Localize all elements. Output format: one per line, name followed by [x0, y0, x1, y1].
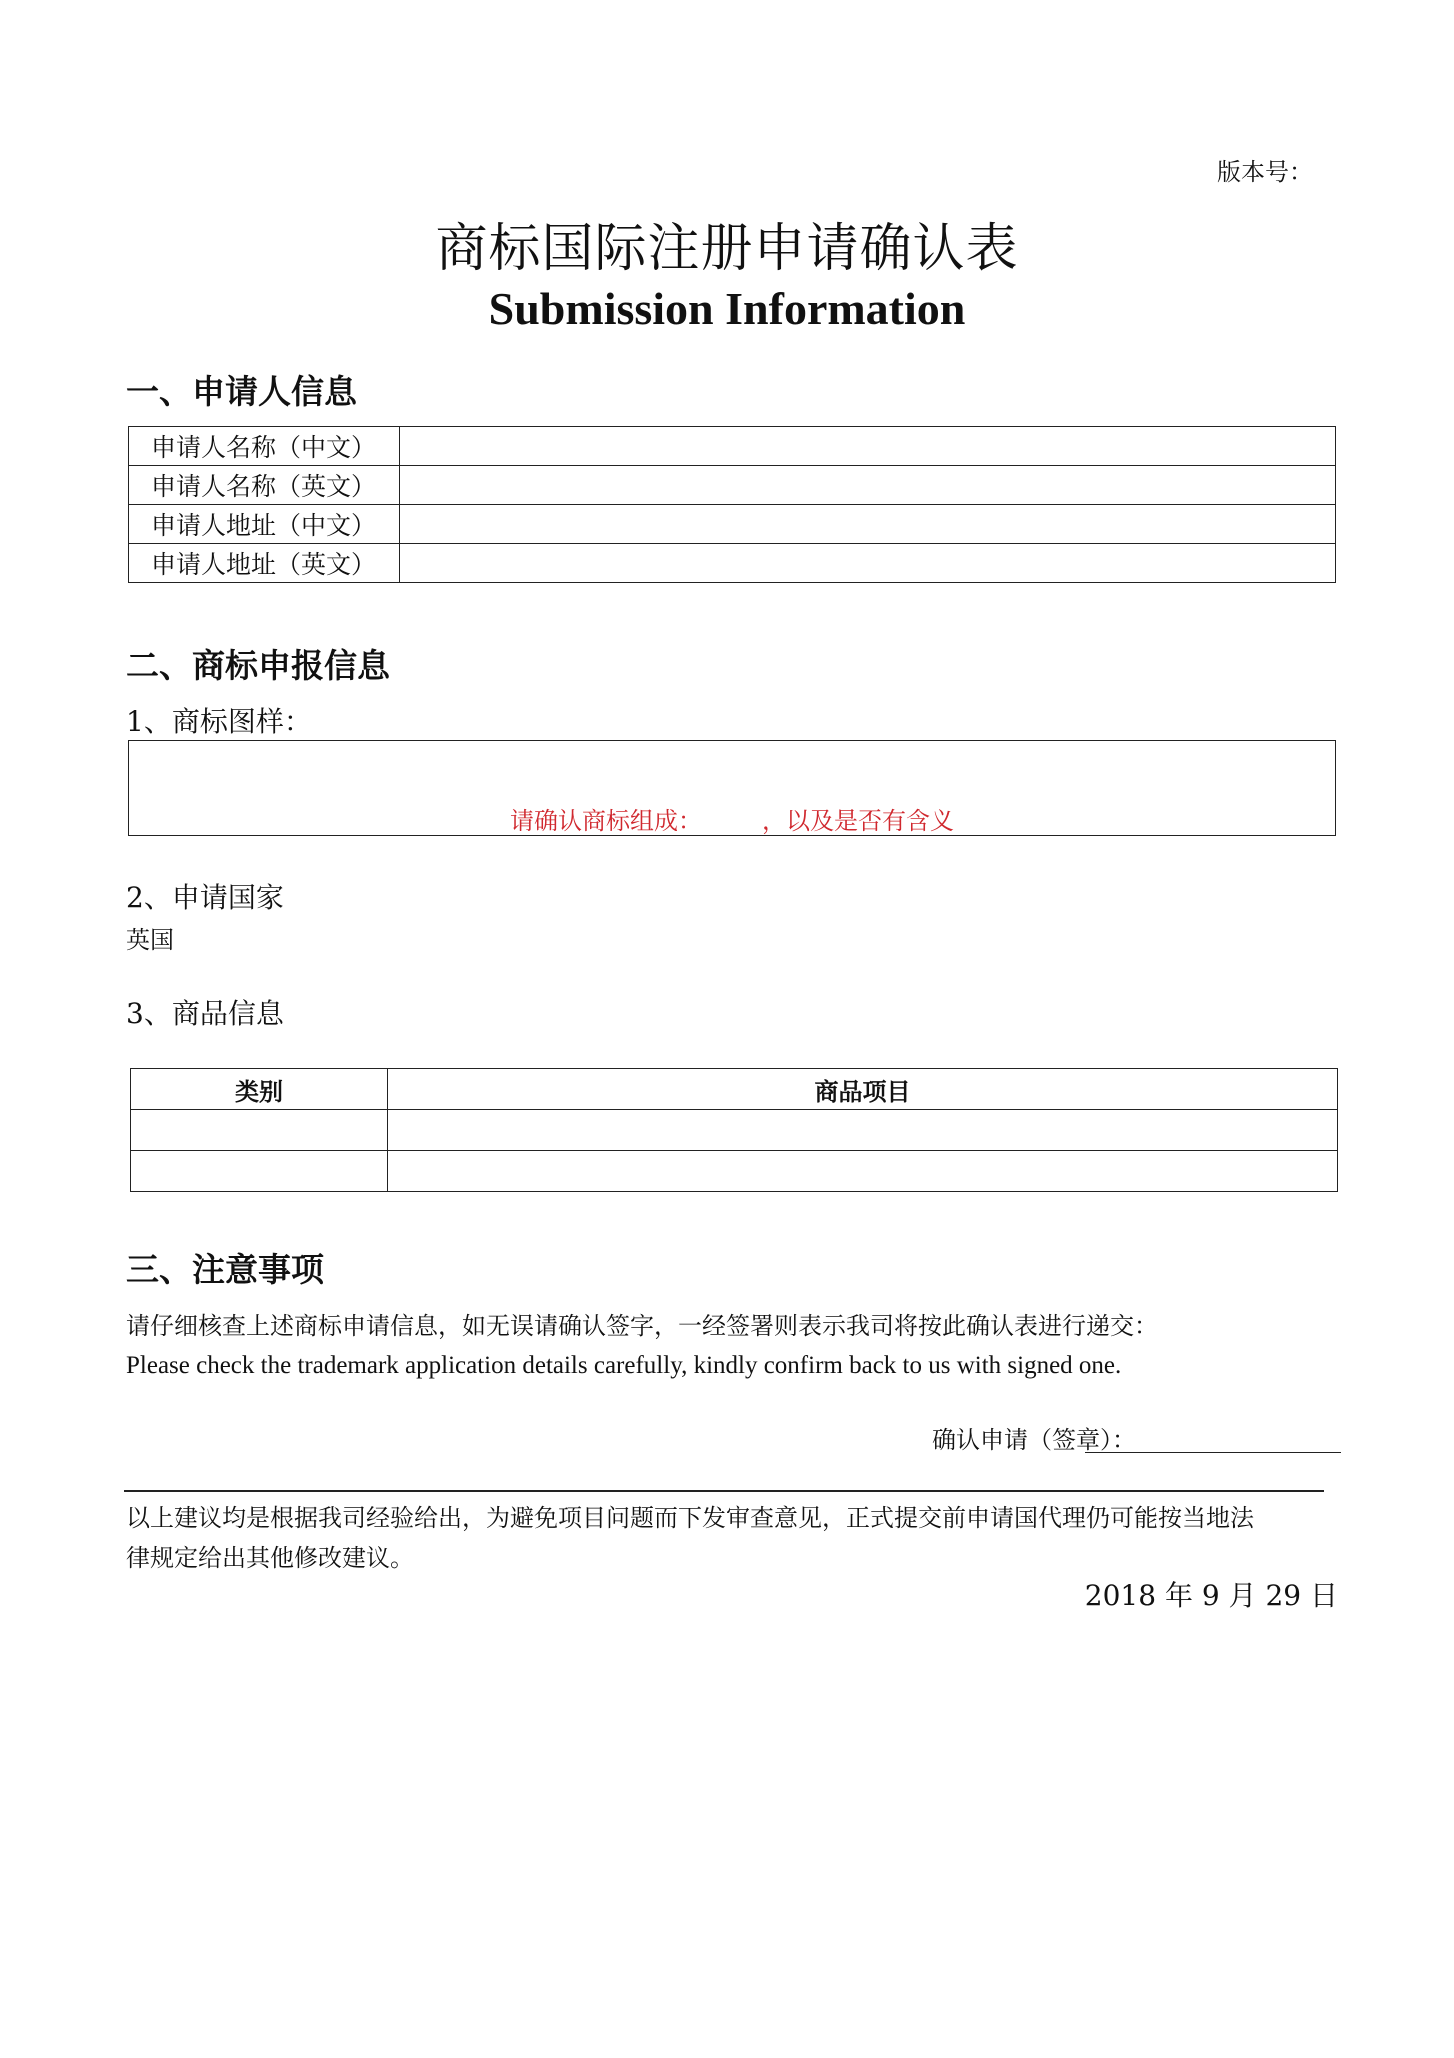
table-row — [129, 466, 1336, 505]
goods-items-cell[interactable] — [388, 1151, 1338, 1192]
title-english: Submission Information — [488, 283, 966, 334]
signature-line[interactable] — [1085, 1452, 1341, 1453]
goods-items-header: 商品项目 — [388, 1069, 1338, 1110]
trademark-sample-box — [128, 740, 1336, 836]
divider — [124, 1490, 1324, 1492]
applicant-name-zh-label: 申请人名称（中文） — [129, 427, 400, 466]
notice-text-en: Please check the trademark application details carefully, kindly confirm back to us with signed one. — [126, 1352, 1122, 1379]
version-label: 版本号： — [1217, 158, 1313, 186]
goods-items-cell[interactable] — [388, 1110, 1338, 1151]
goods-table — [130, 1068, 1338, 1192]
footnote-line1: 以上建议均是根据我司经验给出，为避免项目问题而下发审查意见，正式提交前申请国代理仍可能按当地法 — [126, 1504, 1254, 1532]
applicant-name-en-value[interactable] — [400, 466, 1336, 505]
class-cell[interactable] — [131, 1110, 388, 1151]
applicant-name-en-label: 申请人名称（英文） — [129, 466, 400, 505]
applicant-address-zh-label: 申请人地址（中文） — [129, 505, 400, 544]
section3-heading: 三、注意事项 — [126, 1250, 324, 1289]
date: 2018 年 9 月 29 日 — [1084, 1579, 1338, 1612]
footnote — [126, 1498, 1346, 1578]
applicant-address-en-label: 申请人地址（英文） — [129, 544, 400, 583]
applicant-address-zh-value[interactable] — [400, 505, 1336, 544]
trademark-confirm-note: 请确认商标组成： ，以及是否有含义 — [510, 807, 954, 835]
country-label: 2、申请国家 — [126, 881, 284, 914]
goods-info-label: 3、商品信息 — [126, 997, 284, 1030]
table-row — [129, 544, 1336, 583]
class-cell[interactable] — [131, 1151, 388, 1192]
signature-label: 确认申请（签章）： — [932, 1426, 1136, 1454]
footnote-line2: 律规定给出其他修改建议。 — [126, 1544, 414, 1572]
notice-text — [126, 1306, 1158, 1386]
table-row — [131, 1110, 1338, 1151]
table-row — [131, 1151, 1338, 1192]
notice-text-zh: 请仔细核查上述商标申请信息，如无误请确认签字，一经签署则表示我司将按此确认表进行递交： — [126, 1312, 1158, 1340]
section1-heading: 一、申请人信息 — [126, 372, 357, 411]
class-header: 类别 — [131, 1069, 388, 1110]
table-row — [129, 505, 1336, 544]
applicant-address-en-value[interactable] — [400, 544, 1336, 583]
country-value: 英国 — [126, 926, 174, 954]
title-chinese: 商标国际注册申请确认表 — [435, 219, 1019, 279]
trademark-sample-label: 1、商标图样： — [126, 705, 312, 738]
table-row — [129, 427, 1336, 466]
table-header-row — [131, 1069, 1338, 1110]
applicant-name-zh-value[interactable] — [400, 427, 1336, 466]
applicant-info-table — [128, 426, 1336, 583]
section2-heading: 二、商标申报信息 — [126, 646, 390, 685]
